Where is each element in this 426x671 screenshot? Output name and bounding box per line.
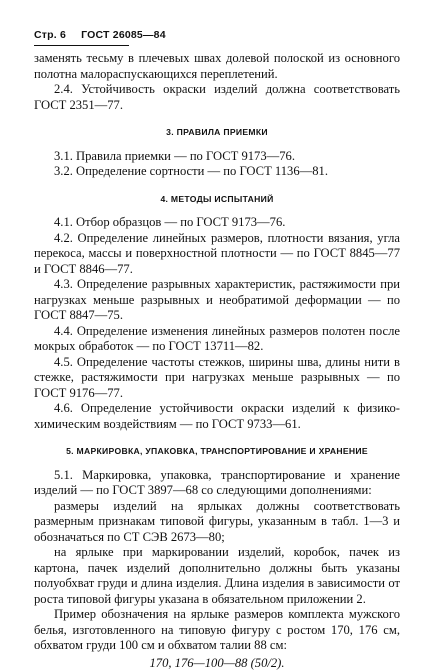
paragraph-5-1-label: на ярлыке при маркировании изделий, коробок, пачек из картона, пачек изделий дополнительно должны быть указаны полуобхват груди и длина изделия. Длина изделия в зависимости от роста типовой фигуры указана в обязательном приложении 2.: [34, 545, 400, 607]
paragraph-5-1-sizes: размеры изделий на ярлыках должны соответствовать размерным признакам типовой фигуры, указанным в табл. 1—3 и обозначаться по СТ СЭВ 2673—80;: [34, 499, 400, 546]
paragraph-3-2: 3.2. Определение сортности — по ГОСТ 1136—81.: [34, 164, 400, 180]
section-3-title: 3. ПРАВИЛА ПРИЕМКИ: [34, 125, 400, 141]
paragraph-5-1-example-intro: Пример обозначения на ярлыке размеров комплекта мужского белья, изготовленного на типовую фигуру с ростом 170, 176 см, обхватом груди 100 см и обхватом талии 88 см:: [34, 607, 400, 654]
paragraph-2-4: 2.4. Устойчивость окраски изделий должна соответствовать ГОСТ 2351—77.: [34, 82, 400, 113]
section-5-title: 5. МАРКИРОВКА, УПАКОВКА, ТРАНСПОРТИРОВАНИЕ И ХРАНЕНИЕ: [34, 444, 400, 460]
paragraph-5-1: 5.1. Маркировка, упаковка, транспортирование и хранение изделий — по ГОСТ 3897—68 со следующими дополнениями:: [34, 468, 400, 499]
paragraph-4-5: 4.5. Определение частоты стежков, ширины шва, длины нити в стежке, растяжимости при нагрузках меньше разрывных — по ГОСТ 9176—77.: [34, 355, 400, 402]
paragraph-4-3: 4.3. Определение разрывных характеристик, растяжимости при нагрузках меньше разрывных и необратимой деформации — по ГОСТ 8847—75.: [34, 277, 400, 324]
page-header: [34, 29, 178, 41]
paragraph-3-1: 3.1. Правила приемки — по ГОСТ 9173—76.: [34, 149, 400, 165]
continuation-paragraph: заменять тесьму в плечевых швах долевой полоской из основного полотна малораспускающихся переплетений.: [34, 51, 400, 82]
document-body: [34, 51, 400, 671]
standard-code: ГОСТ 26085—84: [81, 29, 166, 41]
header-rule: [34, 45, 129, 46]
paragraph-4-6: 4.6. Определение устойчивости окраски изделий к физико-химическим воздействиям — по ГОСТ 9733—61.: [34, 401, 400, 432]
section-4-title: 4. МЕТОДЫ ИСПЫТАНИЙ: [34, 192, 400, 208]
paragraph-4-1: 4.1. Отбор образцов — по ГОСТ 9173—76.: [34, 215, 400, 231]
page-number: Стр. 6: [34, 29, 66, 41]
paragraph-4-2: 4.2. Определение линейных размеров, плотности вязания, угла перекоса, массы и поверхностной плотности — по ГОСТ 8845—77 и ГОСТ 8846—77.: [34, 231, 400, 278]
size-designation-example: 170, 176—100—88 (50/2).: [34, 656, 400, 671]
paragraph-4-4: 4.4. Определение изменения линейных размеров полотен после мокрых обработок — по ГОСТ 13711—82.: [34, 324, 400, 355]
